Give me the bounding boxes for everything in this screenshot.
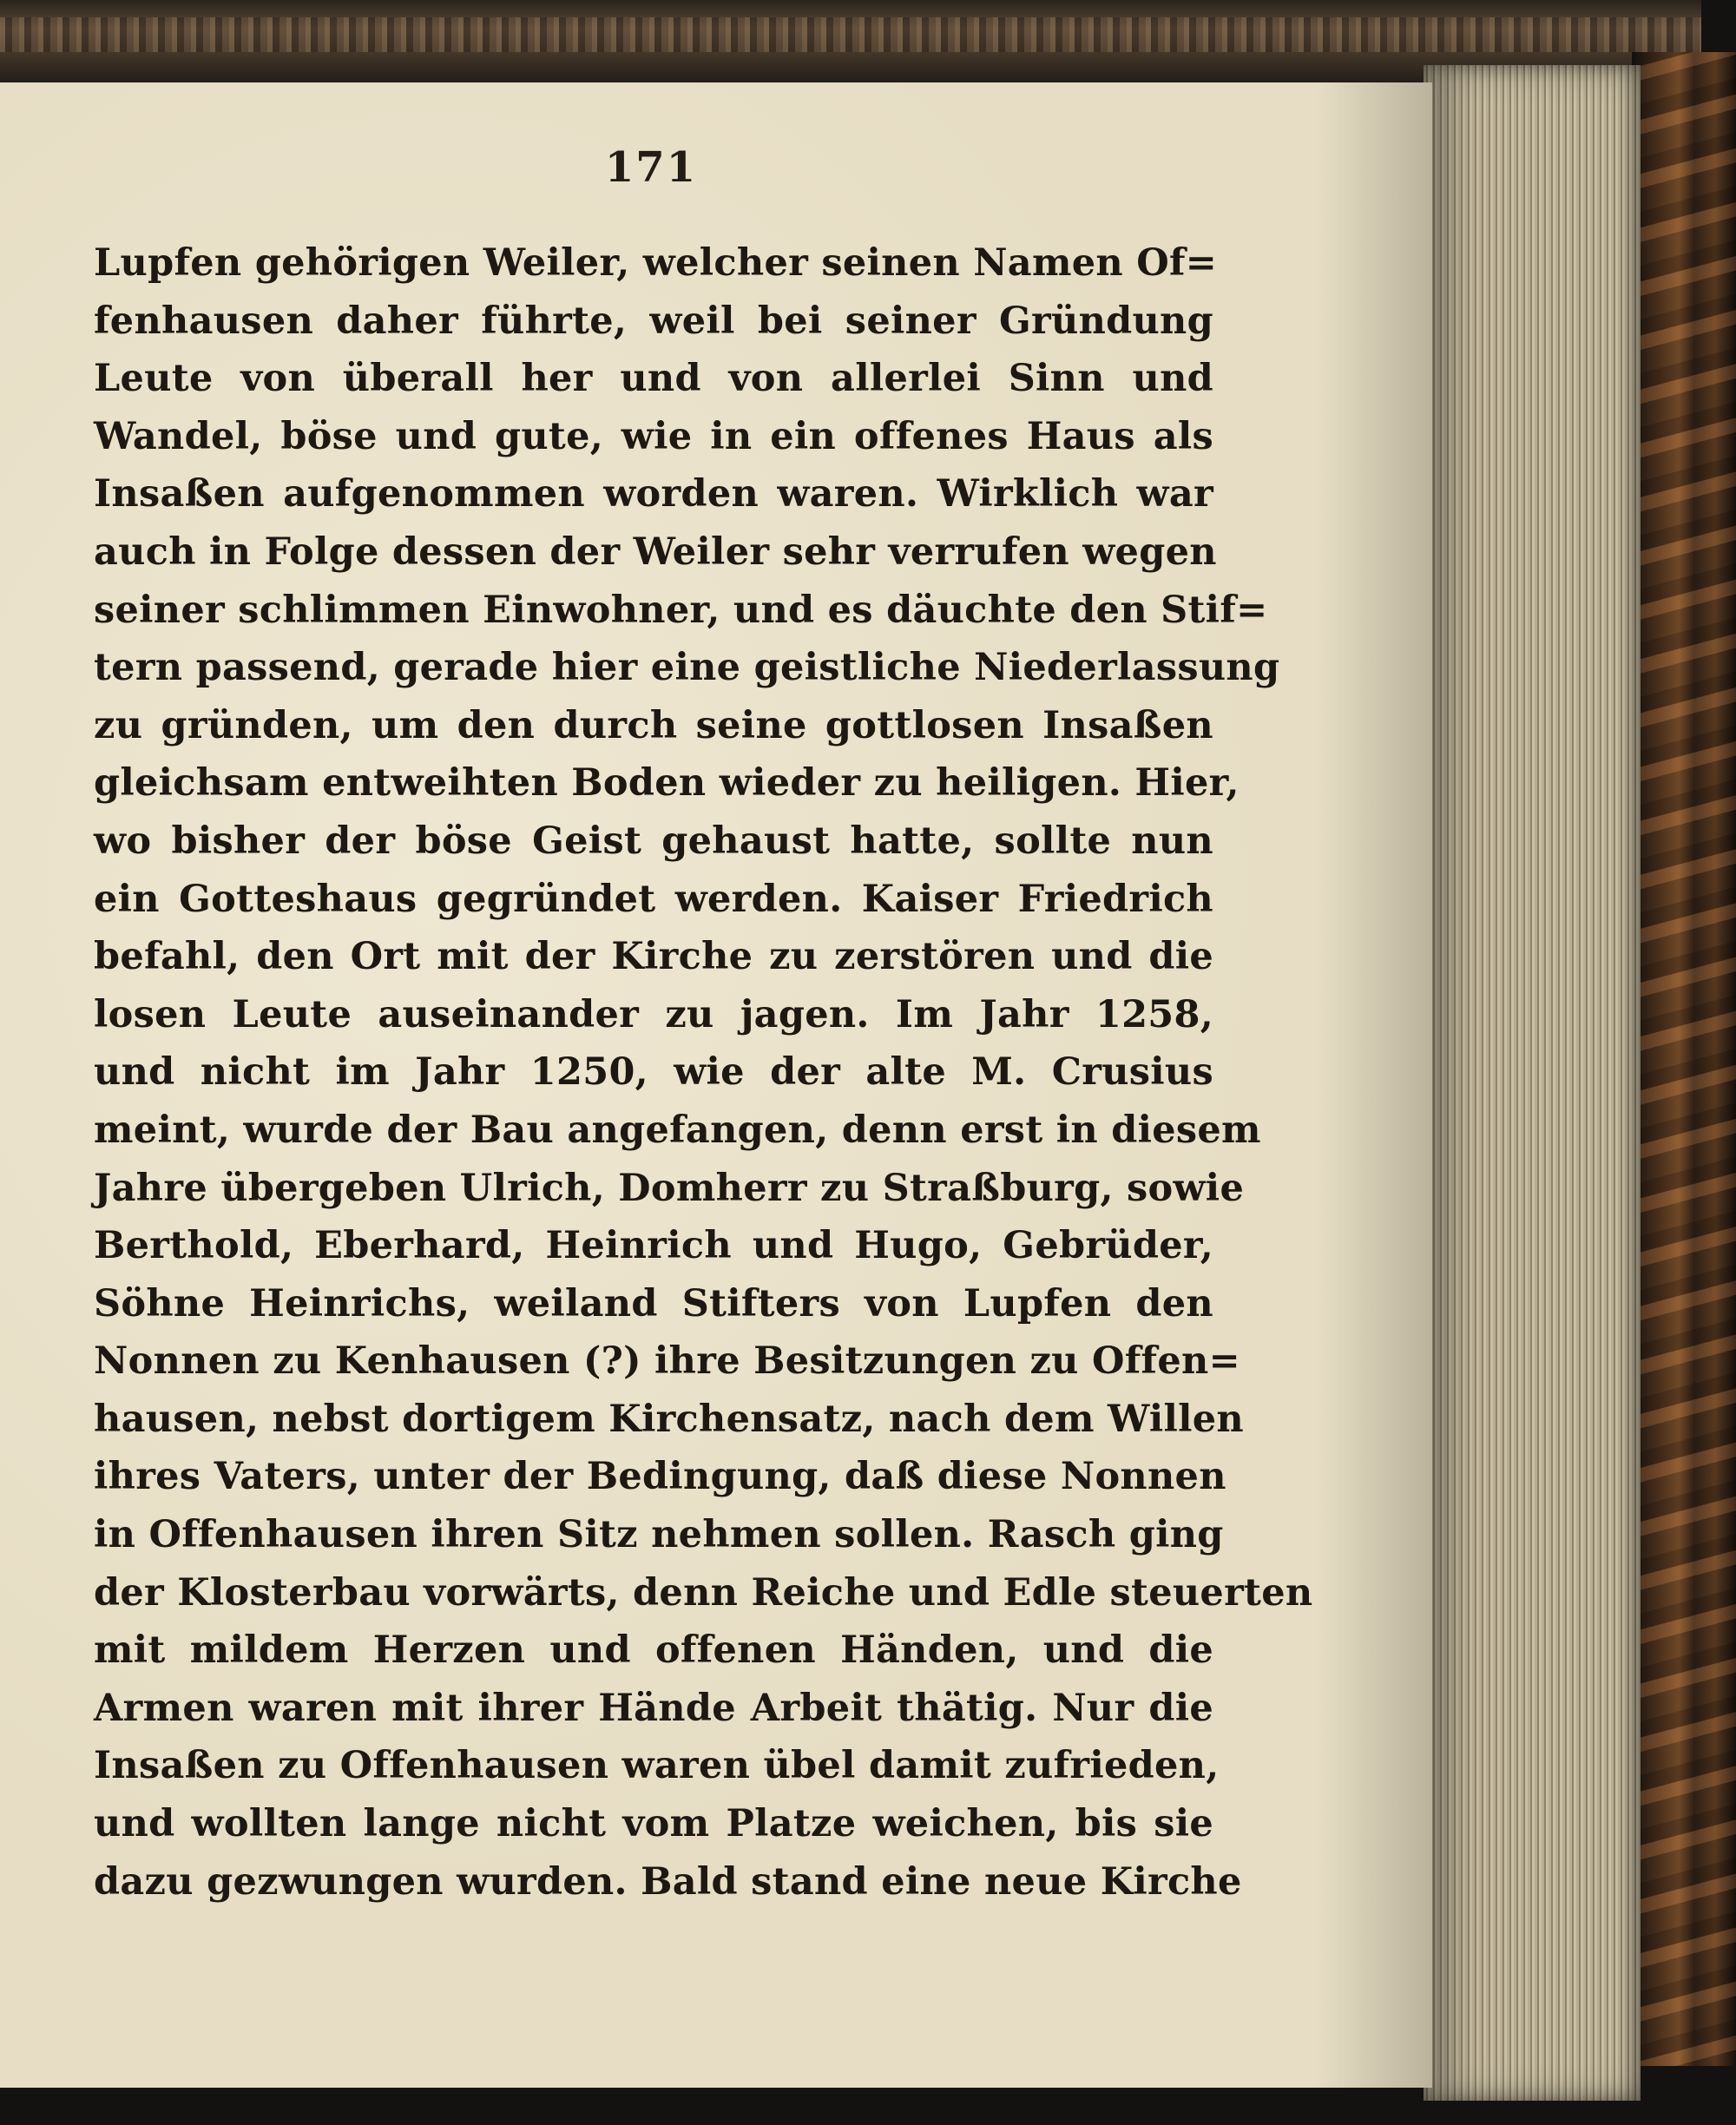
page-text — [94, 234, 1313, 1911]
text-line: der Klosterbau vorwärts, denn Reiche und Edle steuerten — [94, 1570, 1313, 1615]
text-line: ein Gotteshaus gegründet werden. Kaiser Friedrich — [94, 877, 1213, 921]
text-line: wo bisher der böse Geist gehaust hatte, sollte nun — [94, 819, 1213, 863]
text-line: Insaßen zu Offenhausen waren übel damit zufrieden, — [94, 1744, 1220, 1788]
text-line: hausen, nebst dortigem Kirchensatz, nach dem Willen — [94, 1397, 1244, 1441]
text-line: Armen waren mit ihrer Hände Arbeit thätig. Nur die — [94, 1686, 1213, 1730]
page-block-edges — [1424, 65, 1641, 2101]
text-line: Nonnen zu Kenhausen (?) ihre Besitzungen zu Offen= — [94, 1339, 1240, 1384]
book-page — [0, 82, 1432, 2088]
text-line: Lupfen gehörigen Weiler, welcher seinen Namen Of= — [94, 241, 1218, 285]
text-line: tern passend, gerade hier eine geistliche Niederlassung — [94, 646, 1280, 690]
text-line: seiner schlimmen Einwohner, und es däuchte den Stif= — [94, 588, 1268, 632]
text-line: mit mildem Herzen und offenen Händen, und die — [94, 1628, 1213, 1673]
text-line: ihres Vaters, unter der Bedingung, daß diese Nonnen — [94, 1455, 1226, 1499]
text-line: und wollten lange nicht vom Platze weichen, bis sie — [94, 1802, 1213, 1846]
text-line: auch in Folge dessen der Weiler sehr verrufen wegen — [94, 530, 1217, 574]
text-line: und nicht im Jahr 1250, wie der alte M. Crusius — [94, 1050, 1213, 1095]
text-line: losen Leute auseinander zu jagen. Im Jahr 1258, — [94, 992, 1213, 1036]
text-line: Jahre übergeben Ulrich, Domherr zu Straßburg, sowie — [94, 1166, 1245, 1210]
page-number: 171 — [604, 143, 698, 192]
text-line: gleichsam entweihten Boden wieder zu heiligen. Hier, — [94, 761, 1240, 806]
text-line: befahl, den Ort mit der Kirche zu zerstören und die — [94, 935, 1213, 979]
text-line: Leute von überall her und von allerlei Sinn und — [94, 357, 1213, 401]
text-line: Wandel, böse und gute, wie in ein offenes Haus als — [94, 414, 1213, 458]
text-line: dazu gezwungen wurden. Bald stand eine neue Kirche — [94, 1859, 1242, 1904]
text-line: fenhausen daher führte, weil bei seiner Gründung — [94, 299, 1213, 343]
text-line: in Offenhausen ihren Sitz nehmen sollen. Rasch ging — [94, 1513, 1224, 1557]
text-line: zu gründen, um den durch seine gottlosen Insaßen — [94, 703, 1213, 747]
text-line: Söhne Heinrichs, weiland Stifters von Lupfen den — [94, 1281, 1213, 1326]
text-line: meint, wurde der Bau angefangen, denn erst in diesem — [94, 1108, 1261, 1152]
text-line: Berthold, Eberhard, Heinrich und Hugo, Gebrüder, — [94, 1224, 1213, 1268]
book-cover-right-board — [1632, 52, 1736, 2066]
text-line: Insaßen aufgenommen worden waren. Wirklich war — [94, 472, 1213, 516]
